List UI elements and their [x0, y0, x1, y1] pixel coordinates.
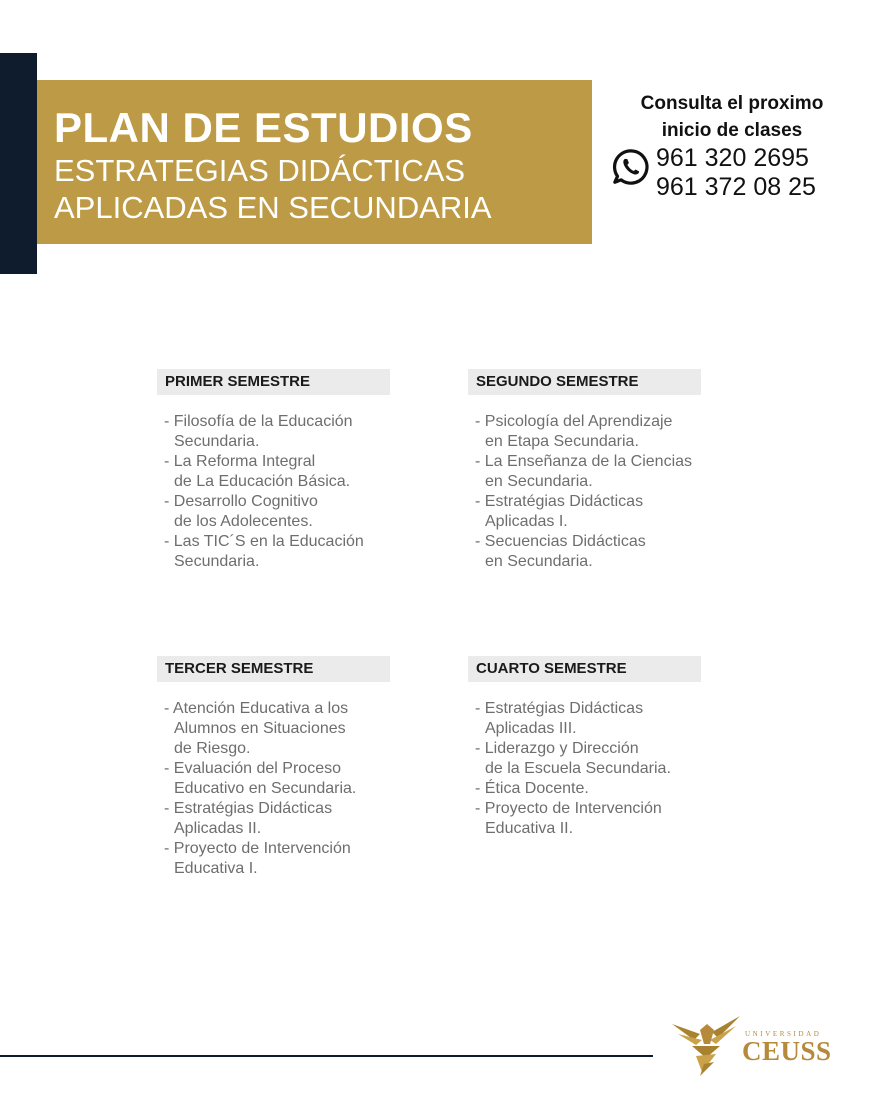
course-item: - Las TIC´S en la Educación Secundaria.: [164, 533, 364, 570]
ceuss-logo: [670, 1012, 830, 1078]
program-name: [54, 152, 492, 226]
course-item: - Estratégias Didácticas Aplicadas II.: [164, 800, 333, 837]
logo-university-text: UNIVERSIDAD: [745, 1030, 822, 1038]
course-item: - Estratégias Didácticas Aplicadas III.: [475, 700, 644, 737]
course-item: - Ética Docente.: [475, 780, 589, 797]
course-item: - Secuencias Didácticas en Secundaria.: [475, 533, 646, 570]
plan-title: PLAN DE ESTUDIOS: [54, 104, 473, 151]
course-item: - Atención Educativa a los Alumnos en Situaciones de Riesgo.: [164, 700, 349, 757]
course-item: - La Enseñanza de la Ciencias en Secundaria.: [475, 453, 693, 490]
whatsapp-icon[interactable]: [612, 148, 650, 186]
contact-heading-line2: inicio de clases: [661, 120, 803, 141]
phone-numbers: [656, 144, 816, 202]
semester-4-title: CUARTO SEMESTRE: [468, 656, 701, 682]
semester-3-section: [157, 656, 402, 879]
contact-heading: [612, 90, 852, 144]
phone-number-1[interactable]: 961 320 2695: [656, 144, 809, 172]
program-name-line2: APLICADAS EN SECUNDARIA: [54, 190, 492, 225]
semester-3-title: TERCER SEMESTRE: [157, 656, 390, 682]
course-item: - Estratégias Didácticas Aplicadas I.: [475, 493, 644, 530]
course-item: - Liderazgo y Dirección de la Escuela Secundaria.: [475, 740, 671, 777]
semester-2-courses: [468, 412, 713, 572]
contact-heading-line1: Consulta el proximo: [640, 93, 824, 114]
logo-name-text: CEUSS: [742, 1036, 832, 1066]
course-item: - Proyecto de Intervención Educativa I.: [164, 840, 351, 877]
course-item: - Psicología del Aprendizaje en Etapa Secundaria.: [475, 413, 673, 450]
eagle-logo-icon: [670, 1012, 745, 1078]
phone-number-2[interactable]: 961 372 08 25: [656, 173, 816, 201]
semester-1-title: PRIMER SEMESTRE: [157, 369, 390, 395]
program-name-line1: ESTRATEGIAS DIDÁCTICAS: [54, 153, 466, 188]
semester-2-section: [468, 369, 713, 572]
course-item: - Filosofía de la Educación Secundaria.: [164, 413, 353, 450]
semester-4-section: [468, 656, 713, 839]
semester-2-title: SEGUNDO SEMESTRE: [468, 369, 701, 395]
course-item: - La Reforma Integral de La Educación Básica.: [164, 453, 351, 490]
footer-divider: [0, 1055, 653, 1057]
side-accent-bar: [0, 53, 37, 274]
semester-1-courses: [157, 412, 402, 572]
title-banner: [37, 80, 592, 244]
course-item: - Proyecto de Intervención Educativa II.: [475, 800, 662, 837]
semester-4-courses: [468, 699, 713, 839]
semester-1-section: [157, 369, 402, 572]
course-item: - Desarrollo Cognitivo de los Adolecentes.: [164, 493, 318, 530]
semester-3-courses: [157, 699, 402, 879]
course-item: - Evaluación del Proceso Educativo en Secundaria.: [164, 760, 357, 797]
